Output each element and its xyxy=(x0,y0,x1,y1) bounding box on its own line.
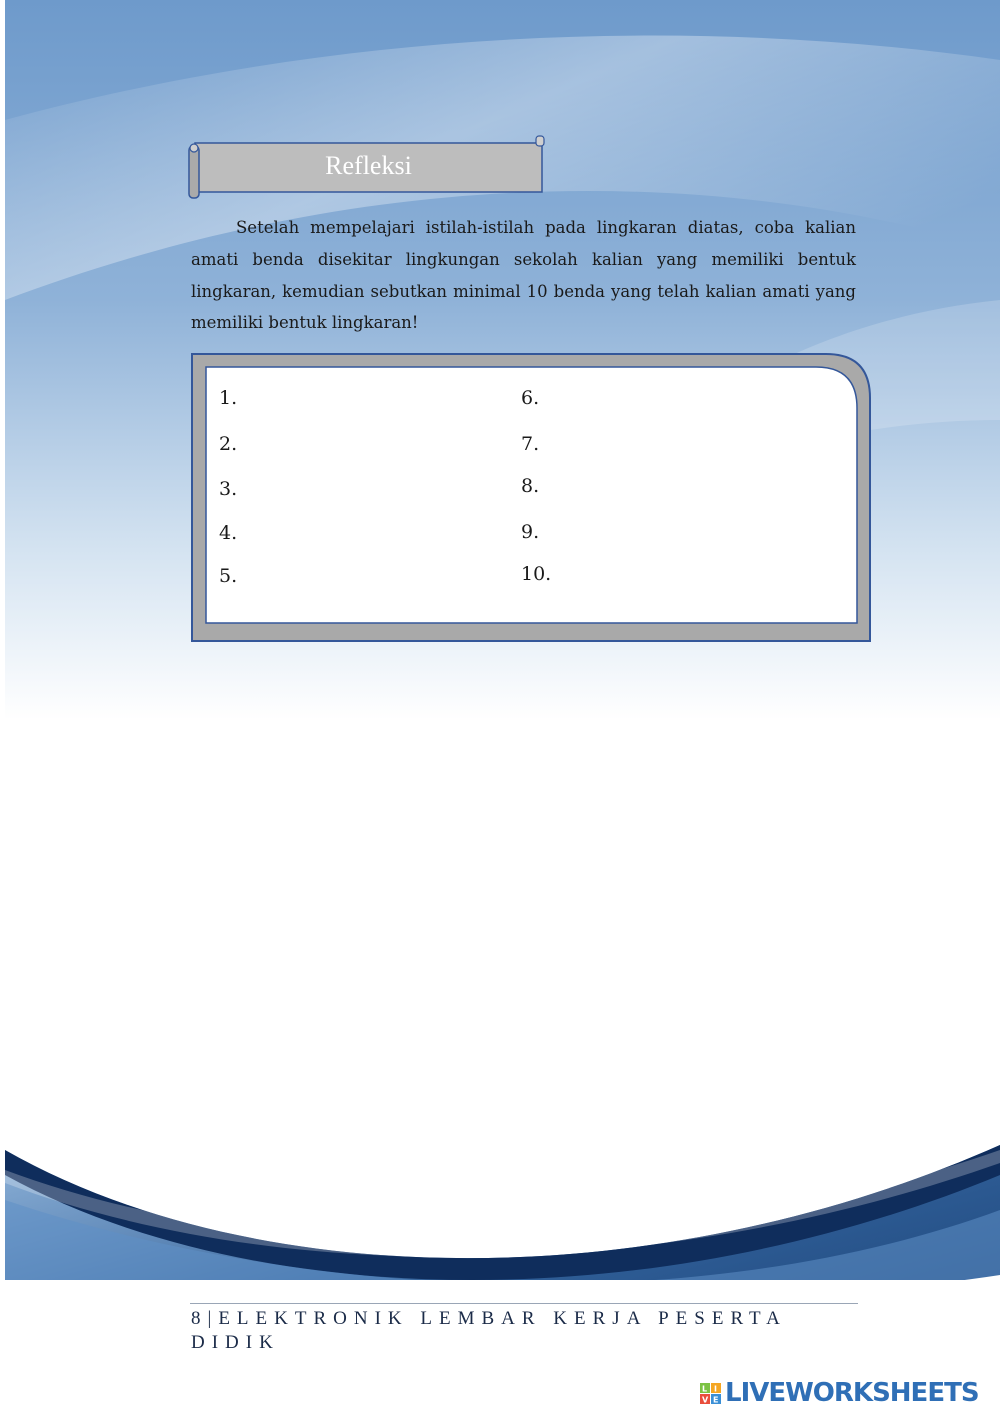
answer-item-10: 10. xyxy=(521,563,552,585)
answer-item-1: 1. xyxy=(219,387,238,409)
footer xyxy=(191,1307,831,1355)
page-number: 8 xyxy=(191,1308,208,1329)
answer-item-3: 3. xyxy=(219,478,238,500)
instruction-paragraph: Setelah mempelajari istilah-istilah pada lingkaran diatas, coba kalian amati benda disekitar lingkungan sekolah kalian yang memiliki bentuk lingkaran, kemudian sebutkan minimal 10 benda yang telah kalian amati yang memiliki bentuk lingkaran! xyxy=(191,218,856,333)
answer-item-5: 5. xyxy=(219,565,238,587)
answer-item-6: 6. xyxy=(521,387,540,409)
footer-separator: | xyxy=(207,1308,219,1329)
answer-item-7: 7. xyxy=(521,433,540,455)
badge-letter-i: I xyxy=(714,1384,717,1394)
footer-title: ELEKTRONIK LEMBAR KERJA PESERTA DIDIK xyxy=(191,1308,786,1353)
answer-item-4: 4. xyxy=(219,522,238,544)
footer-divider xyxy=(190,1303,858,1304)
answer-item-9: 9. xyxy=(521,521,540,543)
badge-letter-e: E xyxy=(713,1395,719,1405)
reflection-title: Refleksi xyxy=(325,151,412,180)
answer-item-8: 8. xyxy=(521,475,540,497)
badge-letter-v: V xyxy=(702,1395,709,1405)
liveworksheets-watermark: LIVEWORKSHEETS xyxy=(725,1378,979,1408)
answer-item-2: 2. xyxy=(219,433,238,455)
badge-letter-l: L xyxy=(702,1384,708,1394)
